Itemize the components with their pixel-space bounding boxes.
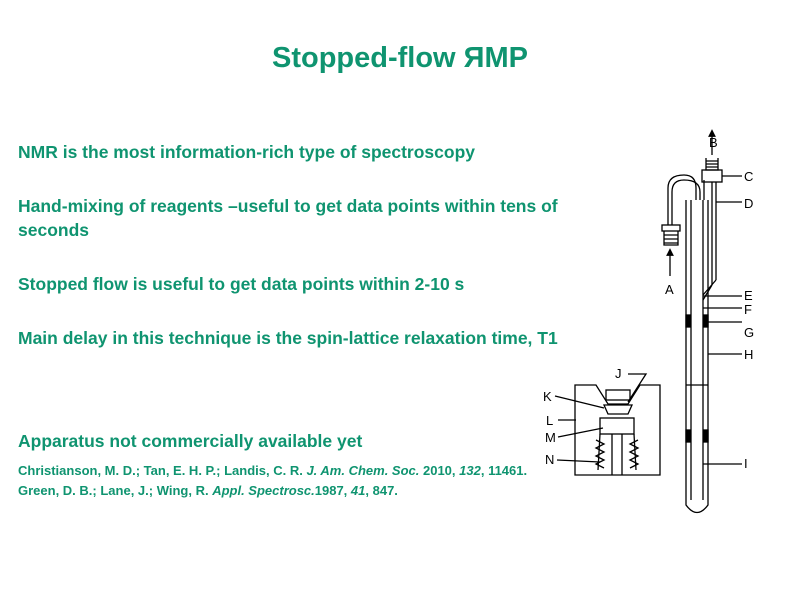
reference-list — [18, 461, 578, 501]
bullet-item: Stopped flow is useful to get data points within 2-10 s — [18, 274, 465, 294]
figure-label-f: F — [744, 302, 752, 317]
reference-item — [18, 461, 578, 481]
figure-label-k: K — [543, 389, 552, 404]
ref-year: 1987, — [314, 483, 351, 498]
figure-label-c: C — [744, 169, 754, 184]
ref-authors: Green, D. B.; Lane, J.; Wing, R. — [18, 483, 213, 498]
figure-label-j: J — [615, 366, 622, 381]
ref-journal: Appl. Spectrosc. — [212, 483, 315, 498]
ref-journal: J. Am. Chem. Soc. — [306, 463, 420, 478]
bullet-item: Main delay in this technique is the spin-lattice relaxation time, T1 — [18, 328, 558, 348]
figure-label-e: E — [744, 288, 753, 303]
reference-item — [18, 481, 578, 501]
ref-authors: Christianson, M. D.; Tan, E. H. P.; Landis, C. R. — [18, 463, 307, 478]
ref-volume: 41 — [350, 483, 366, 498]
stopped-flow-apparatus-diagram — [520, 125, 785, 525]
ref-pages: , 847. — [365, 483, 398, 498]
figure-label-i: I — [744, 456, 748, 471]
figure-label-b: B — [709, 135, 718, 150]
ref-volume: 132 — [459, 463, 481, 478]
figure-label-g: G — [744, 325, 755, 340]
figure-label-n: N — [545, 452, 555, 467]
figure-label-a: A — [665, 282, 674, 297]
ref-year: 2010, — [419, 463, 460, 478]
slide-title: Stopped-flow ЯМР — [271, 42, 529, 74]
bullet-list — [18, 140, 603, 380]
figure-label-m: M — [545, 430, 556, 445]
nmr-tube — [686, 200, 708, 513]
figure-label-d: D — [744, 196, 754, 211]
bullet-item: Hand-mixing of reagents –useful to get data points within tens of seconds — [18, 196, 558, 240]
bullet-item: NMR is the most information-rich type of spectroscopy — [18, 142, 475, 162]
apparatus-note: Apparatus not commercially available yet — [18, 431, 363, 451]
figure-label-l: L — [546, 413, 554, 428]
figure-label-h: H — [744, 347, 754, 362]
ref-pages: , 11461. — [480, 463, 528, 478]
